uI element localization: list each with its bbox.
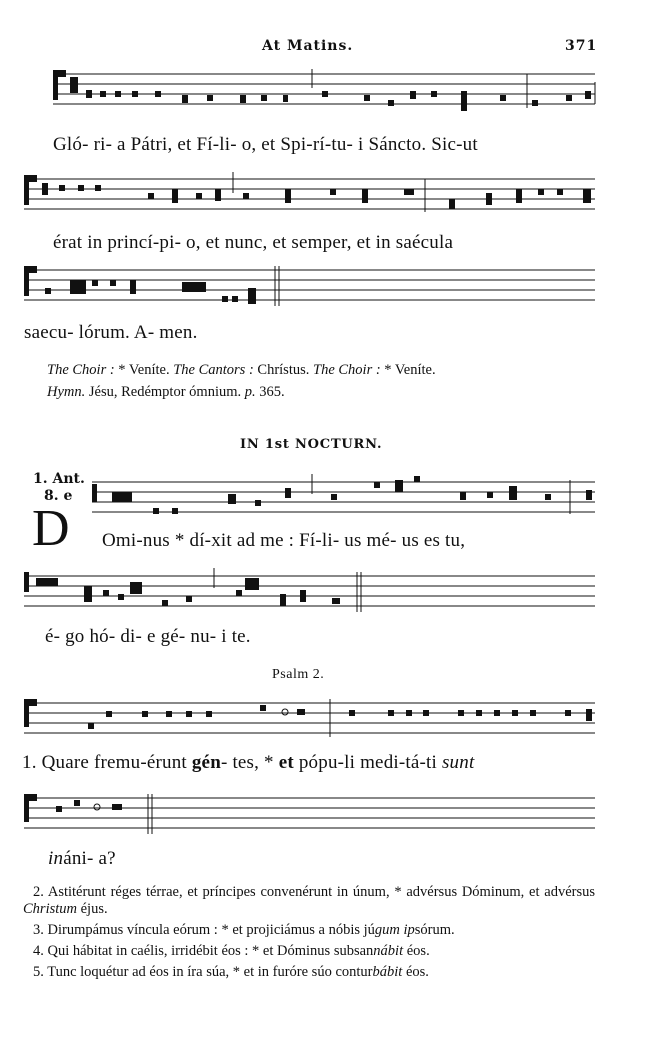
lyric-line-3: saecu- lórum. A- men.: [24, 322, 198, 343]
psalm-verse-5: [23, 964, 595, 981]
verse-number: 3.: [33, 922, 44, 938]
rubric-choir-2: The Choir :: [313, 362, 381, 378]
lyric-line-2: érat in princí-pi- o, et nunc, et semper, et in saécula: [53, 232, 454, 253]
psalm-verses: [23, 884, 595, 985]
rubric-page-ref-p: p.: [244, 384, 256, 400]
lyric-line-4: Omi-nus * dí-xit ad me : Fí-li- us mé- us es tu,: [102, 530, 466, 551]
psalm-verse-1-a: 1. Quare fremu-érunt: [22, 752, 187, 773]
verse-italic: Christum: [23, 901, 77, 917]
chant-staff-2: [0, 167, 653, 227]
lyric-line-5: é- go hó- di- e gé- nu- i te.: [45, 626, 251, 647]
lyric-line-6: [22, 752, 474, 774]
chant-staff-7: [0, 788, 653, 848]
verse-number: 5.: [33, 964, 44, 980]
rubric-page-ref-number: 365.: [259, 384, 285, 400]
nocturn-heading: IN 1st NOCTURN.: [240, 437, 383, 452]
verse-tail: sórum.: [414, 922, 455, 938]
verse-tail: éjus.: [80, 901, 108, 917]
chant-staff-3: [0, 258, 653, 318]
psalm-verse-1-et: et: [278, 752, 294, 773]
psalm-verse-1-c: pópu-li medi-tá-ti: [298, 752, 437, 773]
psalm-verse-4: [23, 943, 595, 960]
rubric-venite-2: * Veníte.: [384, 362, 436, 378]
verse-italic: bábit: [372, 964, 403, 980]
rubric-choir-1: The Choir :: [47, 362, 115, 378]
antiphon-label-1: 1. Ant.: [33, 471, 85, 487]
psalm-verse-1-end-b: áni- a?: [63, 848, 116, 869]
psalm-verse-1-bold: gén: [191, 752, 221, 773]
rubric-hymn-text: Jésu, Redémptor ómnium.: [88, 384, 242, 400]
rubric-cantors: The Cantors :: [173, 362, 254, 378]
rubric-line-1: [47, 362, 436, 379]
psalm-heading: Psalm 2.: [272, 667, 325, 682]
verse-tail: éos.: [406, 943, 430, 959]
lyric-line-1: Gló- ri- a Pátri, et Fí-li- o, et Spi-rí-tu- i Sáncto. Sic-ut: [53, 134, 478, 155]
rubric-christus: Chrístus.: [257, 362, 310, 378]
verse-italic: nábit: [373, 943, 404, 959]
verse-italic: gum ip: [374, 922, 415, 938]
verse-tail: éos.: [405, 964, 429, 980]
chant-staff-5: [0, 566, 653, 626]
chant-staff-4: [0, 470, 653, 530]
rubric-hymn: Hymn.: [47, 384, 86, 400]
rubric-line-2: [47, 384, 285, 401]
page-number: 371: [565, 38, 598, 54]
verse-number: 4.: [33, 943, 44, 959]
verse-number: 2.: [33, 884, 44, 900]
psalm-verse-1-sunt: sunt: [441, 752, 475, 773]
psalm-verse-3: [23, 922, 595, 939]
verse-text: Qui hábitat in caélis, irridébit éos : * et Dóminus subsan: [47, 943, 374, 959]
chant-staff-6: [0, 693, 653, 753]
psalm-verse-2: [23, 884, 595, 918]
psalm-verse-1-end-a: in: [48, 848, 64, 869]
verse-text: Tunc loquétur ad éos in íra súa, * et in furóre súo contur: [47, 964, 373, 980]
rubric-venite-1: * Veníte.: [118, 362, 170, 378]
verse-text: Astitérunt réges térrae, et príncipes convenérunt in únum, * advérsus Dóminum, et advérsus: [47, 884, 595, 900]
antiphon-label-2: 8. e: [44, 488, 73, 504]
psalm-verse-1-b: - tes, *: [220, 752, 274, 773]
drop-cap-initial: D: [32, 500, 70, 557]
running-header: At Matins.: [262, 38, 354, 54]
lyric-line-7: [48, 848, 116, 870]
verse-text: Dirumpámus víncula eórum : * et projiciámus a nóbis jú: [47, 922, 375, 938]
